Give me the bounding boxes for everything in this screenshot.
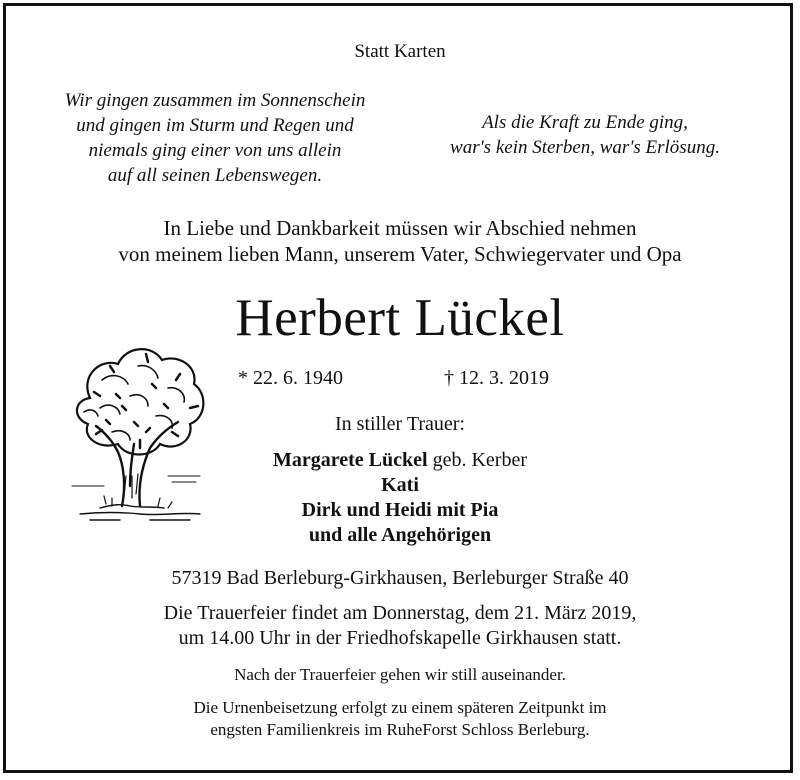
intro-line: von meinem lieben Mann, unserem Vater, Schwiegervater und Opa	[118, 242, 682, 266]
burial-line: Die Urnenbeisetzung erfolgt zu einem späteren Zeitpunkt im	[193, 698, 607, 717]
burial-line: engsten Familienkreis im RuheForst Schloss Berleburg.	[210, 720, 590, 739]
address: 57319 Bad Berleburg-Girkhausen, Berleburger Straße 40	[171, 567, 629, 589]
family-line-spouse	[0, 448, 800, 473]
poem-left-line: und gingen im Sturm und Regen und	[76, 115, 354, 136]
mourning-heading: In stiller Trauer:	[335, 413, 465, 435]
service-line: Die Trauerfeier findet am Donnerstag, dem 21. März 2019,	[163, 602, 637, 624]
birth-date: * 22. 6. 1940	[238, 367, 343, 389]
service-info	[0, 601, 800, 651]
poem-left-line: niemals ging einer von uns allein	[88, 140, 342, 161]
service-line: um 14.00 Uhr in der Friedhofskapelle Girkhausen statt.	[178, 627, 622, 649]
poem-left-line: auf all seinen Lebenswegen.	[107, 165, 323, 186]
family-list	[0, 448, 800, 548]
family-line: und alle Angehörigen	[308, 524, 492, 546]
intro-text	[0, 215, 800, 267]
poem-left	[40, 88, 390, 188]
intro-line: In Liebe und Dankbarkeit müssen wir Abschied nehmen	[163, 216, 637, 240]
header-title: Statt Karten	[354, 41, 446, 62]
deceased-name: Herbert Lückel	[235, 289, 565, 347]
spouse-suffix: geb. Kerber	[427, 449, 527, 471]
note-burial	[0, 697, 800, 741]
family-line: Dirk und Heidi mit Pia	[301, 499, 499, 521]
family-line: Kati	[381, 474, 419, 496]
poem-right-line: war's kein Sterben, war's Erlösung.	[450, 137, 720, 158]
death-date: † 12. 3. 2019	[444, 367, 549, 389]
spouse-name: Margarete Lückel	[273, 449, 428, 471]
note-after-service: Nach der Trauerfeier gehen wir still auseinander.	[234, 665, 566, 684]
poem-left-line: Wir gingen zusammen im Sonnenschein	[64, 90, 366, 111]
poem-right	[415, 110, 755, 160]
poem-right-line: Als die Kraft zu Ende ging,	[482, 112, 688, 133]
